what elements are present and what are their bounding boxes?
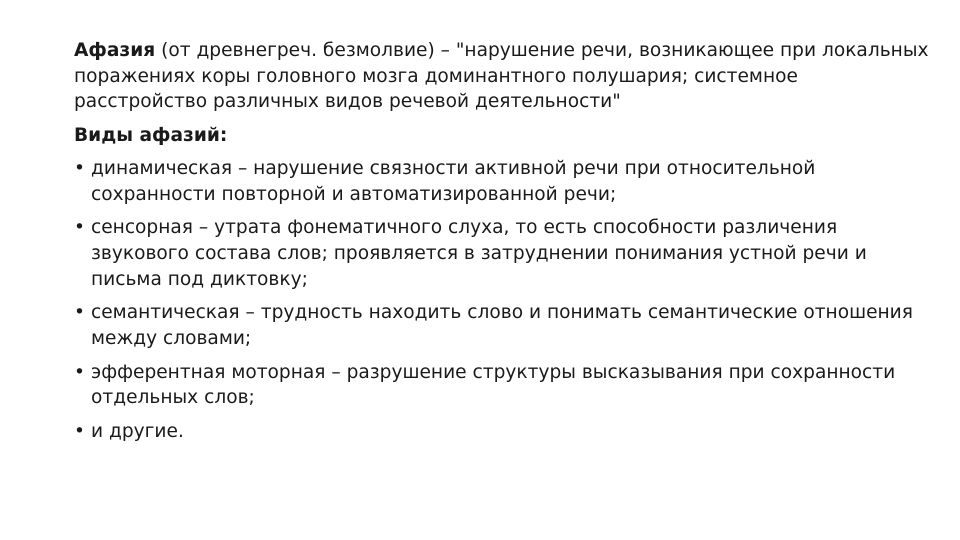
list-item-semantic	[74, 300, 934, 351]
bullet-icon: •	[74, 361, 85, 383]
list-item-text: сенсорная – утрата фонематичного слуха, то есть способности различения звукового состава слов; проявляется в затруднении понимания устной речи и письма под диктовку;	[91, 217, 867, 290]
intro-paragraph	[74, 38, 934, 115]
slide-content	[74, 38, 934, 453]
aphasia-term: Афазия	[74, 40, 156, 61]
types-heading: Виды афазий:	[74, 125, 228, 147]
bullet-icon: •	[74, 157, 85, 179]
list-item-dynamic	[74, 156, 934, 207]
list-item-text: семантическая – трудность находить слово и понимать семантические отношения между словами;	[91, 302, 913, 350]
list-item-text: и другие.	[91, 421, 184, 443]
list-item-efferent-motor	[74, 360, 934, 411]
aphasia-definition: (от древнегреч. безмолвие) – "нарушение речи, возникающее при локальных поражениях коры головного мозга доминантного полушария; системное расстройство различных видов речевой деятельности"	[74, 40, 929, 113]
bullet-icon: •	[74, 302, 85, 324]
aphasia-types-list	[74, 156, 934, 445]
list-item-others	[74, 419, 934, 445]
bullet-icon: •	[74, 217, 85, 239]
list-item-text: эфферентная моторная – разрушение структуры высказывания при сохранности отдельных слов;	[91, 361, 896, 409]
list-item-sensory	[74, 215, 934, 292]
bullet-icon: •	[74, 421, 85, 443]
list-item-text: динамическая – нарушение связности активной речи при относительной сохранности повторной и автоматизированной речи;	[91, 157, 816, 205]
